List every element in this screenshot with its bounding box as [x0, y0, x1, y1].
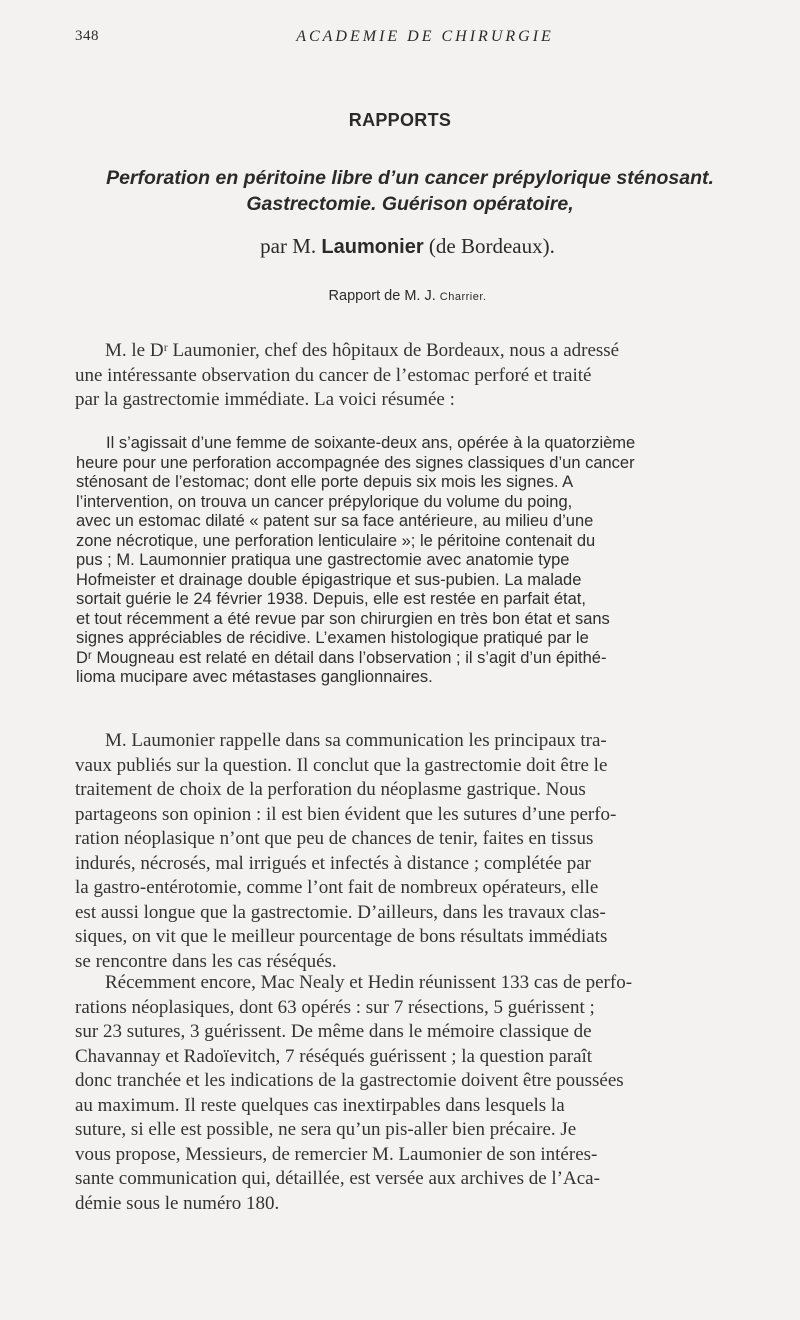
text-line: l’intervention, on trouva un cancer prépylorique du volume du poing,: [76, 492, 573, 511]
running-head: ACADEMIE DE CHIRURGIE: [296, 28, 554, 45]
case-summary-paragraph: [76, 434, 768, 688]
author-name: Laumonier: [321, 236, 424, 258]
text-line: une intéressante observation du cancer de l’estomac perforé et traité: [75, 364, 592, 386]
text-line: ration néoplasique n’ont que peu de chances de tenir, faites en tissus: [75, 828, 594, 849]
text-line: pus ; M. Laumonnier pratiqua une gastrectomie avec anatomie type: [76, 551, 570, 569]
author-affiliation: (de Bordeaux).: [428, 234, 555, 258]
text-line: Récemment encore, Mac Nealy et Hedin réunissent 133 cas de perfo-: [105, 972, 633, 993]
text-line: signes appréciables de récidive. L’examen histologique pratiqué par le: [76, 629, 589, 647]
article-title-line: Perforation en péritoine libre d’un cancer prépylorique sténosant.: [106, 167, 714, 189]
article-title-line: Gastrectomie. Guérison opératoire,: [246, 193, 574, 215]
text-line: Dʳ Mougneau est relaté en détail dans l’observation ; il s’agit d’un épithé-: [76, 648, 607, 667]
section-title: RAPPORTS: [348, 110, 452, 130]
text-line: et tout récemment a été revue par son chirurgien en très bon état et sans: [76, 609, 610, 628]
text-line: M. Laumonier rappelle dans sa communication les principaux tra-: [105, 730, 607, 751]
text-line: Il s’agissait d’une femme de soixante-deux ans, opérée à la quatorzième: [106, 434, 636, 452]
text-line: suture, si elle est possible, ne sera qu’un pis-aller bien précaire. Je: [75, 1119, 577, 1140]
report-by-prefix: Rapport de M. J.: [328, 288, 436, 304]
byline-prefix: par M.: [260, 234, 317, 258]
text-line: M. le Dʳ Laumonier, chef des hôpitaux de Bordeaux, nous a adressé: [105, 340, 620, 361]
text-line: sante communication qui, détaillée, est versée aux archives de l’Aca-: [75, 1168, 600, 1189]
text-line: sur 23 sutures, 3 guérissent. De même dans le mémoire classique de: [75, 1021, 592, 1042]
text-line: sortait guérie le 24 février 1938. Depuis, elle est restée en parfait état,: [76, 590, 586, 608]
text-line: sténosant de l’estomac; dont elle porte depuis six mois les signes. A: [76, 473, 574, 491]
body-paragraph-1: [75, 729, 768, 974]
text-line: au maximum. Il reste quelques cas inextirpables dans lesquels la: [75, 1094, 565, 1116]
text-line: lioma mucipare avec métastases ganglionnaires.: [76, 668, 433, 686]
page-number: 348: [75, 28, 99, 44]
text-line: vous propose, Messieurs, de remercier M. Laumonier de son intéres-: [75, 1143, 598, 1165]
text-line: avec un estomac dilaté « patent sur sa face antérieure, au milieu d’une: [76, 512, 594, 530]
text-line: rations néoplasiques, dont 63 opérés : sur 7 résections, 5 guérissent ;: [75, 996, 595, 1018]
text-line: donc tranchée et les indications de la gastrectomie doivent être poussées: [75, 1070, 624, 1091]
text-line: démie sous le numéro 180.: [75, 1192, 280, 1214]
text-line: partageons son opinion : il est bien évident que les sutures d’une perfo-: [75, 803, 617, 825]
byline: [0, 234, 800, 259]
intro-paragraph: [75, 339, 768, 413]
text-line: la gastro-entérotomie, comme l’ont fait de nombreux opérateurs, elle: [75, 877, 599, 898]
text-line: siques, on vit que le meilleur pourcentage de bons résultats immédiats: [75, 926, 608, 947]
article-title: [40, 165, 780, 217]
text-line: Chavannay et Radoïevitch, 7 réséqués guérissent ; la question paraît: [75, 1045, 593, 1067]
text-line: vaux publiés sur la question. Il conclut que la gastrectomie doit être le: [75, 754, 608, 776]
page-header: [75, 28, 775, 52]
text-line: zone nécrotique, une perforation lenticulaire »; le péritoine contenait du: [76, 531, 596, 550]
text-line: par la gastrectomie immédiate. La voici résumée :: [75, 389, 455, 410]
text-line: heure pour une perforation accompagnée des signes classiques d’un cancer: [76, 453, 635, 472]
report-by: [0, 288, 800, 304]
text-line: Hofmeister et drainage double épigastrique et sus-pubien. La malade: [76, 570, 582, 589]
text-line: est aussi longue que la gastrectomie. D’ailleurs, dans les travaux clas-: [75, 901, 606, 923]
text-line: indurés, nécrosés, mal irrigués et infectés à distance ; complétée par: [75, 852, 591, 874]
body-paragraph-2: [75, 971, 768, 1216]
text-line: se rencontre dans les cas réséqués.: [75, 950, 337, 972]
reporter-name: Charrier.: [439, 291, 487, 303]
text-line: traitement de choix de la perforation du néoplasme gastrique. Nous: [75, 779, 586, 800]
